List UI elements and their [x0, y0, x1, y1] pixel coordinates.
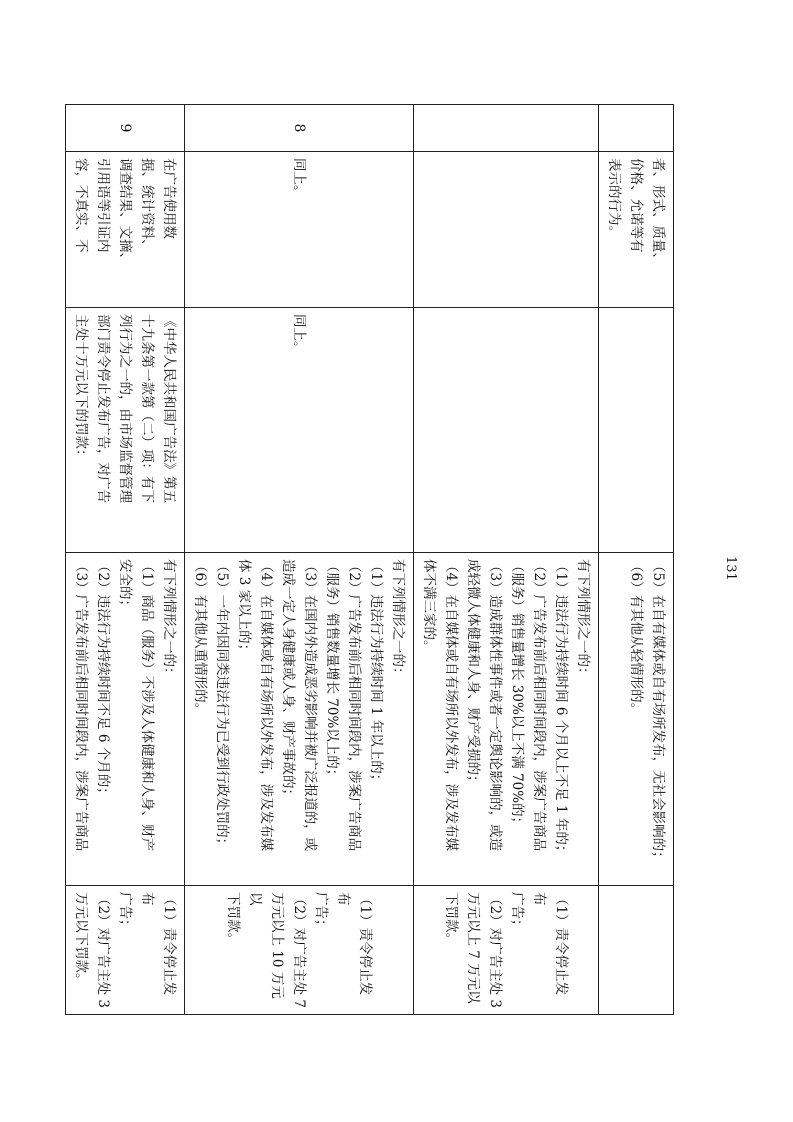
text-line: （1）责令停止发布	[335, 892, 373, 996]
rotated-table-area	[73, 104, 674, 1014]
text-line: 广告；	[117, 892, 133, 933]
text-line: （1）责令停止发布	[139, 892, 177, 996]
penalty-cell	[414, 886, 599, 1015]
behavior-cell	[185, 152, 414, 308]
text-line: 表示的行为。	[606, 158, 622, 239]
table-row	[414, 105, 599, 1015]
situation-cell	[599, 553, 674, 886]
text-line: （6）有其他从重情形的。	[192, 559, 208, 717]
text-line: 万元以上 7 万元以	[465, 892, 481, 1004]
text-line: 万元以下罚款。	[73, 892, 89, 987]
text-line: （1）违法行为持续时间 6 个月以上不足 1 年的；	[553, 559, 569, 859]
penalty-standard-table	[65, 104, 674, 1015]
text-line: 下罚款。	[443, 892, 459, 946]
text-line: 调查结果、文摘、	[117, 158, 133, 266]
text-line: （2）对广告主处 7	[291, 892, 307, 1008]
penalty-cell	[66, 886, 185, 1015]
text-line: （1）违法行为持续时间 1 年以上的；	[368, 559, 384, 788]
text-line: （服务）销售量增长 30%以上不满 70%的；	[509, 559, 525, 831]
text-line: 成轻微人体健康和人身、财产受损的；	[465, 559, 481, 789]
behavior-cell	[66, 152, 185, 308]
text-line: 下罚款。	[225, 892, 241, 946]
row-number: 9	[66, 105, 185, 152]
basis-cell	[599, 308, 674, 553]
text-line: （1）责令停止发布	[531, 892, 569, 996]
text-line: 部门责令停止发布广告，对广告	[95, 314, 111, 503]
basis-cell	[66, 308, 185, 553]
text-line: 《中华人民共和国广告法》第五	[161, 314, 177, 503]
text-line: （5）在自有媒体或自有场所发布，无社会影响的；	[650, 559, 666, 865]
row-number	[599, 105, 674, 152]
text-line: （5）一年内因同类违法行为已受到行政处罚的；	[214, 559, 230, 852]
row-number: 8	[185, 105, 414, 152]
text-line: 万元以上 10 万元以	[247, 892, 285, 999]
text-line: 有下列情形之一的：	[575, 559, 591, 681]
situation-cell	[414, 553, 599, 886]
behavior-cell	[599, 152, 674, 308]
text-line: 据、统计资料、	[139, 158, 155, 253]
text-line: （2）广告发布前后相同时间段内，涉案广告商品	[531, 559, 547, 852]
text-line: 广告；	[509, 892, 525, 933]
page-number: 131	[723, 555, 738, 581]
text-line: （3）造成群体性事件或者一定舆论影响的，或造	[487, 559, 503, 852]
text-line: 在广告使用数	[161, 158, 177, 239]
situation-cell	[66, 553, 185, 886]
text-line: 体不满三家的。	[421, 559, 437, 654]
text-line: 同上。	[291, 314, 307, 355]
text-line: 造成一定人身健康或人身、财产事故的；	[280, 559, 296, 802]
text-line: 主处十万元以下的罚款：	[73, 314, 89, 463]
table-row	[66, 105, 185, 1015]
text-line: （3）在国内外造成恶劣影响并被广泛报道的，或	[302, 559, 318, 852]
basis-cell	[185, 308, 414, 553]
text-line: 列行为之一的，由市场监督管理	[117, 314, 133, 503]
table-row	[185, 105, 414, 1015]
text-line: 者、形式、质量、	[650, 158, 666, 266]
text-line: 有下列情形之一的：	[161, 559, 177, 681]
text-line: （服务）销售数量增长 70%以上的；	[324, 559, 340, 783]
text-line: （2）对广告主处 3	[95, 892, 111, 1008]
text-line: （2）违法行为持续时间不足 6 个月的；	[95, 559, 111, 801]
behavior-cell	[414, 152, 599, 308]
text-line: （4）在自媒体或自有场所以外发布，涉及发布媒	[443, 559, 459, 852]
text-line: （2）对广告主处 3	[487, 892, 503, 1008]
text-line: （3）广告发布前后相同时间段内，涉案广告商品	[73, 559, 89, 852]
penalty-standard-table-rotated	[73, 104, 674, 1014]
text-line: （4）在自媒体或自有场所以外发布，涉及发布媒	[258, 559, 274, 852]
text-line: 同上。	[291, 158, 307, 199]
text-line: 价格、允诺等有	[628, 158, 644, 253]
basis-cell	[414, 308, 599, 553]
text-line: 广告；	[313, 892, 329, 933]
table-row	[599, 105, 674, 1015]
text-line: 安全的；	[117, 559, 133, 613]
text-line: 十九条第一款第（二）项：有下	[139, 314, 155, 503]
text-line: 容，不真实、不	[73, 158, 89, 253]
text-line: （2）广告发布前后相同时间段内，涉案广告商品	[346, 559, 362, 852]
situation-cell	[185, 553, 414, 886]
text-line: 体 3 家以上的；	[236, 559, 252, 658]
row-number	[414, 105, 599, 152]
text-line: 有下列情形之一的：	[390, 559, 406, 681]
text-line: （6）有其他从轻情形的。	[628, 559, 644, 717]
penalty-cell	[599, 886, 674, 1015]
text-line: （1）商品（服务）不涉及人体健康和人身、财产	[139, 559, 155, 852]
penalty-cell	[185, 886, 414, 1015]
text-line: 引用语等引证内	[95, 158, 111, 253]
